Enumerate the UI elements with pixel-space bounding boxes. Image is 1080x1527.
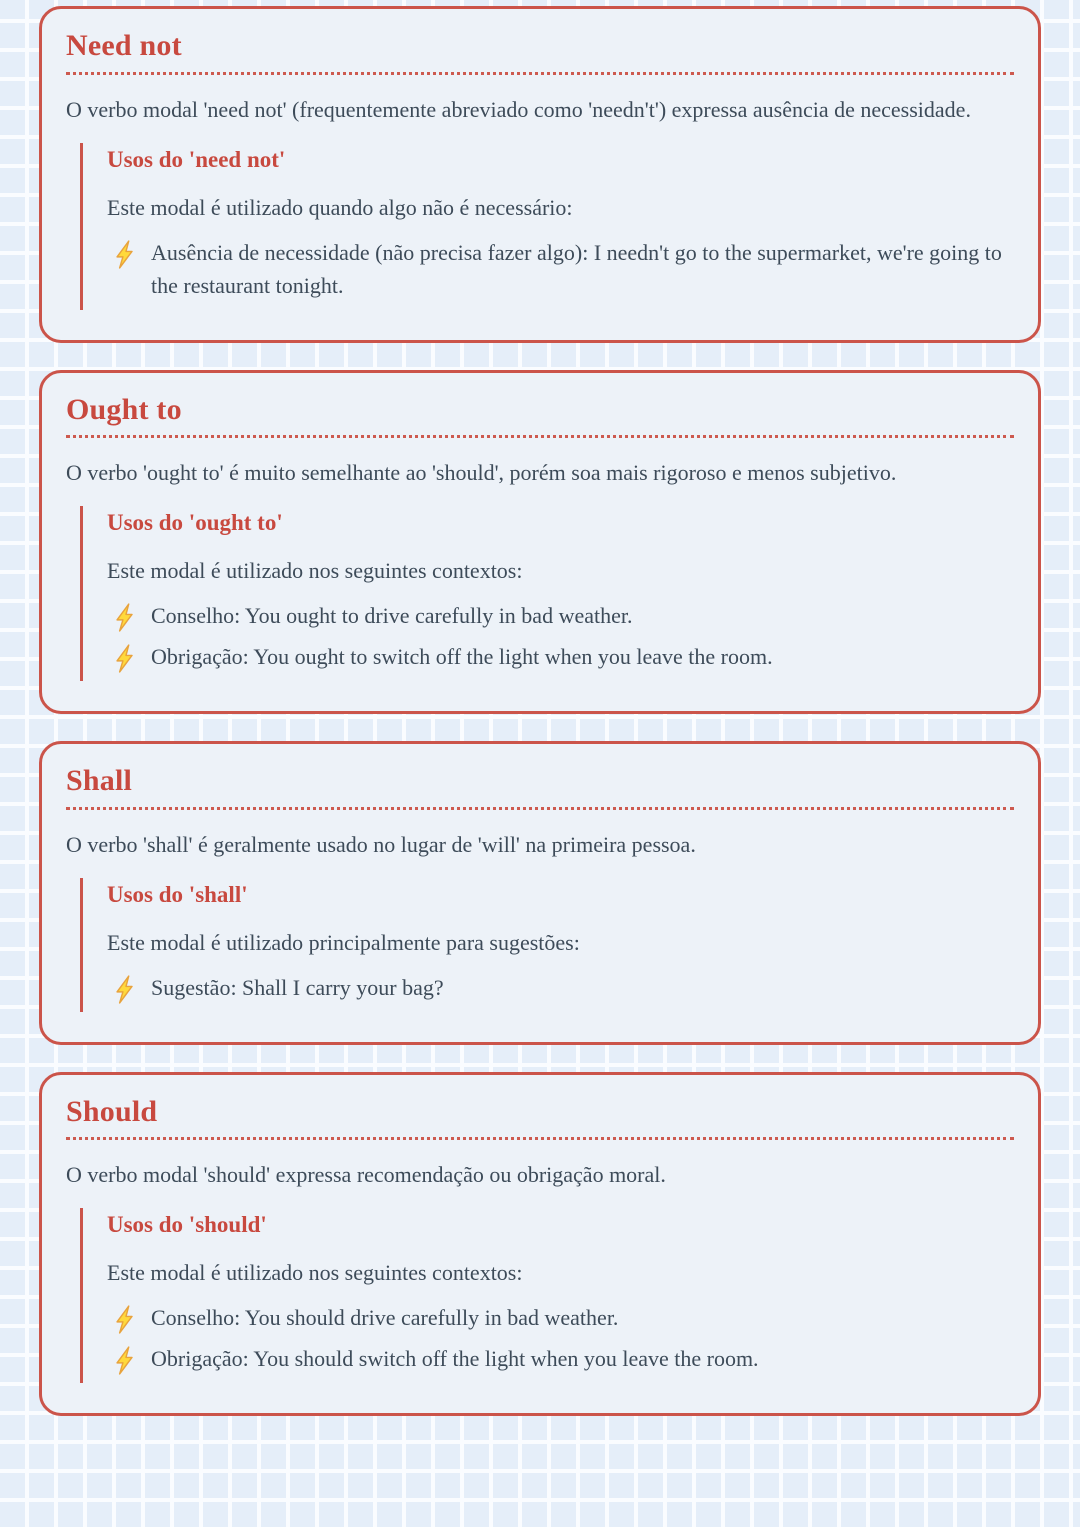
dotted-divider	[66, 72, 1014, 75]
usage-block	[80, 878, 1014, 1012]
usage-block	[80, 143, 1014, 310]
lightning-icon	[113, 1305, 135, 1334]
lightning-icon	[113, 1346, 135, 1375]
usage-intro: Este modal é utilizado principalmente para sugestões:	[107, 929, 580, 955]
card-description: O verbo modal 'need not' (frequentemente abreviado como 'needn't') expressa ausência de necessidade.	[66, 96, 971, 122]
usage-item	[113, 599, 1014, 632]
dotted-divider	[66, 1137, 1014, 1140]
usage-item	[113, 971, 1014, 1004]
card-ought-to	[39, 370, 1041, 715]
usage-intro: Este modal é utilizado nos seguintes contextos:	[107, 558, 523, 584]
usage-item-text: Obrigação: You should switch off the light when you leave the room.	[151, 1346, 759, 1372]
usage-title: Usos do 'ought to'	[107, 510, 283, 536]
usage-title: Usos do 'shall'	[107, 881, 248, 907]
usage-block	[80, 1208, 1014, 1383]
card-title: Should	[66, 1094, 158, 1128]
usage-block	[80, 506, 1014, 681]
card-should	[39, 1072, 1041, 1417]
dotted-divider	[66, 807, 1014, 810]
usage-item-text: Conselho: You ought to drive carefully in bad weather.	[151, 603, 633, 629]
lightning-icon	[113, 975, 135, 1004]
usage-item	[113, 1301, 1014, 1334]
usage-title: Usos do 'need not'	[107, 146, 286, 172]
usage-title: Usos do 'should'	[107, 1212, 267, 1238]
usage-item-text: Conselho: You should drive carefully in bad weather.	[151, 1305, 619, 1331]
card-title: Shall	[66, 764, 133, 798]
usage-intro: Este modal é utilizado quando algo não é necessário:	[107, 194, 573, 220]
lightning-icon	[113, 603, 135, 632]
usage-item-text: Obrigação: You ought to switch off the light when you leave the room.	[151, 644, 773, 670]
usage-item	[113, 236, 1014, 302]
usage-item-text: Sugestão: Shall I carry your bag?	[151, 974, 444, 1000]
card-shall	[39, 741, 1041, 1045]
dotted-divider	[66, 435, 1014, 438]
usage-item	[113, 1342, 1014, 1375]
card-title: Ought to	[66, 392, 182, 426]
card-description: O verbo 'shall' é geralmente usado no lugar de 'will' na primeira pessoa.	[66, 831, 696, 857]
card-description: O verbo modal 'should' expressa recomendação ou obrigação moral.	[66, 1162, 666, 1188]
lightning-icon	[113, 644, 135, 673]
usage-item-text: Ausência de necessidade (não precisa fazer algo): I needn't go to the supermarket, we're going to the restaurant tonight.	[151, 239, 1002, 298]
card-title: Need not	[66, 29, 182, 62]
usage-intro: Este modal é utilizado nos seguintes contextos:	[107, 1260, 523, 1286]
usage-item	[113, 640, 1014, 673]
card-need-not	[39, 6, 1041, 343]
lightning-icon	[113, 240, 135, 269]
card-description: O verbo 'ought to' é muito semelhante ao 'should', porém soa mais rigoroso e menos subjetivo.	[66, 460, 897, 486]
